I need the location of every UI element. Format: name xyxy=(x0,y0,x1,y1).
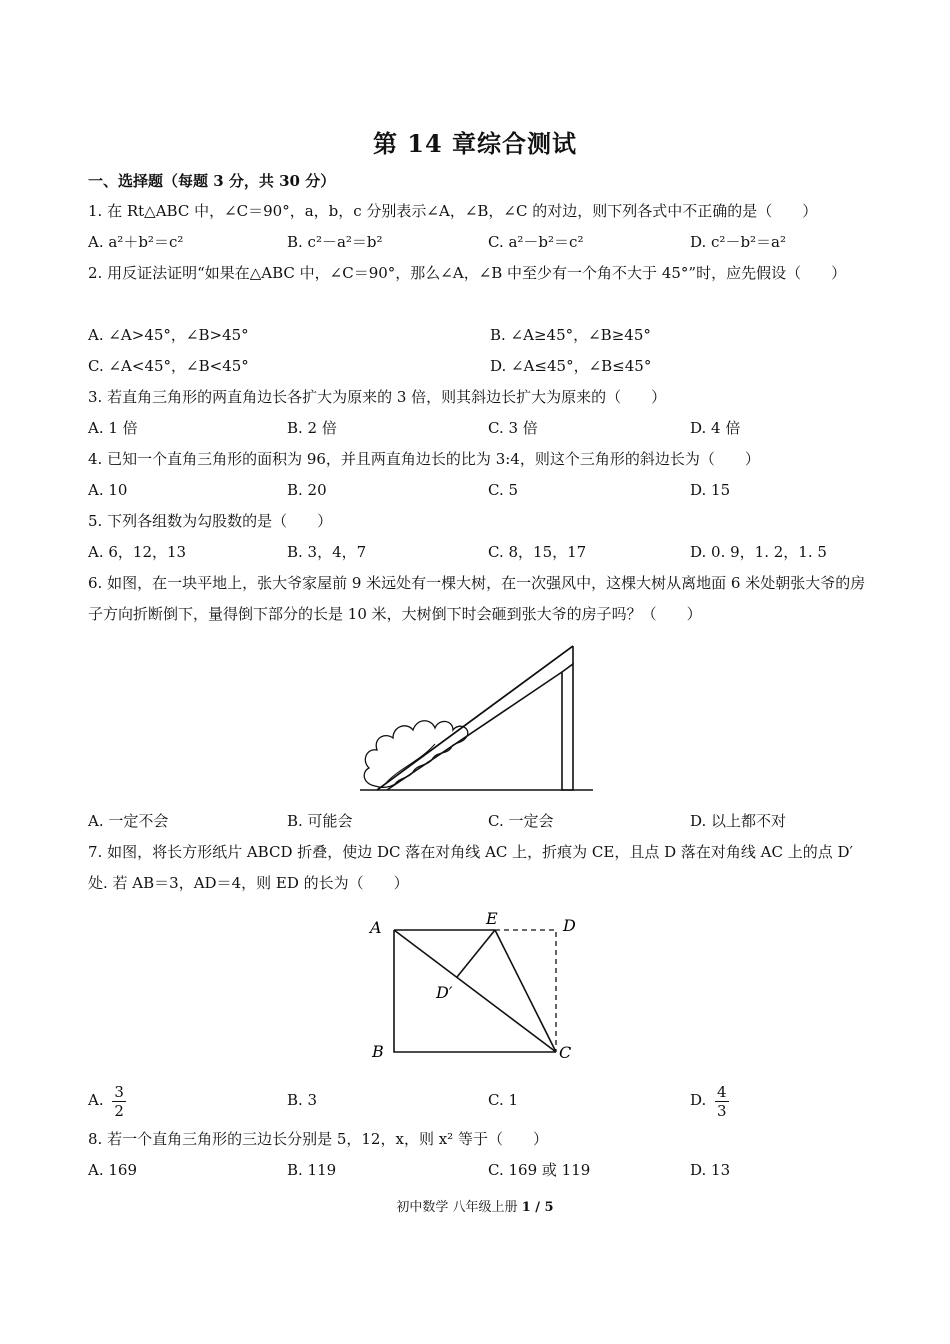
option-b: B. c²－a²＝b² xyxy=(287,233,383,251)
fraction-three-halves xyxy=(112,1083,126,1120)
option-b: B. 20 xyxy=(287,481,327,499)
option-a xyxy=(88,1079,126,1121)
option-d: D. c²－b²＝a² xyxy=(690,233,787,251)
option-a-label: A. xyxy=(88,1091,104,1109)
option-d-label: D. xyxy=(690,1091,707,1109)
question-5-stem: 5. 下列各组数为勾股数的是（ ） xyxy=(88,512,333,530)
tree-house-figure xyxy=(355,636,600,796)
option-d: D. 15 xyxy=(690,481,731,499)
option-d: D. ∠A≤45°，∠B≤45° xyxy=(490,357,652,375)
option-c: C. a²－b²＝c² xyxy=(488,233,584,251)
option-a: A. 169 xyxy=(88,1161,137,1179)
option-c: C. 8，15，17 xyxy=(488,543,587,561)
question-8-options xyxy=(88,1155,878,1186)
option-d: D. 4 倍 xyxy=(690,419,741,437)
option-a: A. 10 xyxy=(88,481,128,499)
question-7-options xyxy=(88,1079,878,1121)
page-footer xyxy=(0,1196,950,1215)
label-a: A xyxy=(370,918,382,937)
page-number: 1 / 5 xyxy=(521,1200,554,1215)
option-d: D. 0. 9，1. 2，1. 5 xyxy=(690,543,827,561)
question-8-stem: 8. 若一个直角三角形的三边长分别是 5，12，x，则 x² 等于（ ） xyxy=(88,1130,548,1148)
question-3-options xyxy=(88,413,878,444)
footer-text: 初中数学 八年级上册 xyxy=(396,1200,518,1215)
tree-crown-icon xyxy=(364,721,468,788)
option-c: C. 5 xyxy=(488,481,519,499)
option-b: B. 3 xyxy=(287,1091,318,1109)
rectangle-fold-figure xyxy=(360,902,590,1064)
option-a: A. 一定不会 xyxy=(88,812,169,830)
question-2-stem: 2. 用反证法证明“如果在△ABC 中，∠C＝90°，那么∠A，∠B 中至少有一个角不大于 45°”时，应先假设（ ） xyxy=(88,264,847,282)
option-c: C. 169 或 119 xyxy=(488,1161,591,1179)
question-1-stem: 1. 在 Rt△ABC 中，∠C＝90°，a，b，c 分别表示∠A，∠B，∠C 的对边，则下列各式中不正确的是（ ） xyxy=(88,202,818,220)
option-a: A. 6，12，13 xyxy=(88,543,187,561)
fraction-numerator: 3 xyxy=(114,1082,124,1101)
option-c: C. 一定会 xyxy=(488,812,554,830)
option-a: A. a²＋b²＝c² xyxy=(88,233,184,251)
label-d: D xyxy=(563,916,576,935)
question-4-options xyxy=(88,475,878,506)
label-c: C xyxy=(559,1043,572,1062)
fraction-denominator: 2 xyxy=(114,1101,124,1120)
fraction-four-thirds xyxy=(715,1083,729,1120)
option-d: D. 13 xyxy=(690,1161,731,1179)
option-a: A. 1 倍 xyxy=(88,419,138,437)
question-3-stem: 3. 若直角三角形的两直角边长各扩大为原来的 3 倍，则其斜边长扩大为原来的（ ） xyxy=(88,388,667,406)
label-d-prime: D′ xyxy=(436,983,453,1002)
option-b: B. 2 倍 xyxy=(287,419,337,437)
question-2-options-row2 xyxy=(88,351,878,382)
section-heading: 一、选择题（每题 3 分，共 30 分） xyxy=(88,172,336,190)
option-b: B. 可能会 xyxy=(287,812,353,830)
option-c: C. ∠A<45°，∠B<45° xyxy=(88,357,249,375)
option-c: C. 3 倍 xyxy=(488,419,538,437)
question-2-options-row1 xyxy=(88,320,878,351)
question-1-options xyxy=(88,227,878,258)
question-5-options xyxy=(88,537,878,568)
question-7-stem: 7. 如图，将长方形纸片 ABCD 折叠，使边 DC 落在对角线 AC 上，折痕为 CE，且点 D 落在对角线 AC 上的点 D′ 处. 若 AB＝3，AD＝4，则 ED 的长为（ ） xyxy=(88,843,853,892)
option-d xyxy=(690,1079,729,1121)
option-b: B. 3，4，7 xyxy=(287,543,367,561)
label-e: E xyxy=(486,909,498,928)
fraction-denominator: 3 xyxy=(717,1101,727,1120)
question-6-stem: 6. 如图，在一块平地上，张大爷家屋前 9 米远处有一棵大树，在一次强风中，这棵大树从离地面 6 米处朝张大爷的房子方向折断倒下，量得倒下部分的长是 10 米，大树倒下时会砸到张大爷的房子吗？（ ） xyxy=(88,574,866,623)
page-title: 第 14 章综合测试 xyxy=(372,129,578,158)
option-d: D. 以上都不对 xyxy=(690,812,787,830)
question-4-stem: 4. 已知一个直角三角形的面积为 96，并且两直角边长的比为 3:4，则这个三角形的斜边长为（ ） xyxy=(88,450,760,468)
fraction-numerator: 4 xyxy=(717,1082,727,1101)
option-a: A. ∠A>45°，∠B>45° xyxy=(88,326,249,344)
option-b: B. ∠A≥45°，∠B≥45° xyxy=(490,326,651,344)
question-6-options xyxy=(88,806,878,837)
label-b: B xyxy=(372,1042,384,1061)
option-b: B. 119 xyxy=(287,1161,337,1179)
option-c: C. 1 xyxy=(488,1091,519,1109)
